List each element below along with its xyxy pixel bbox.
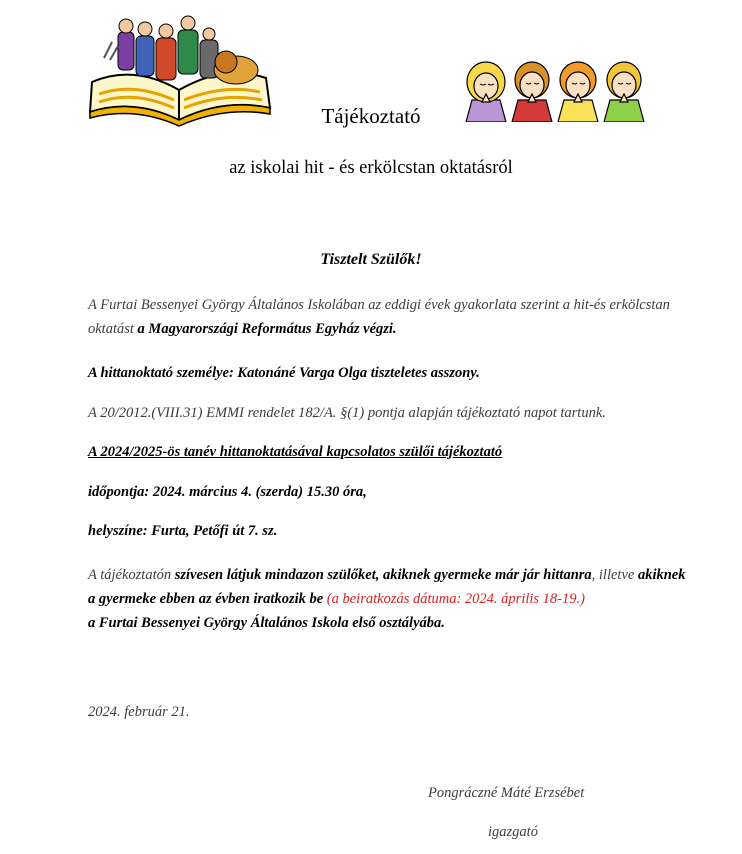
intro-church: a Magyarországi Református Egyház végzi. [137, 321, 397, 337]
invitation-bold-2: akiknek a gyermeke ebben az évben iratkozik be [88, 567, 686, 607]
signer-title: igazgató [488, 824, 538, 840]
invitation-text-2: , illetve [591, 567, 638, 583]
invitation-paragraph [88, 563, 688, 635]
signer-name: Pongráczné Máté Erzsébet [428, 785, 585, 801]
teacher-line: A hittanoktató személye: Katonáné Varga Olga tiszteletes asszony. [88, 365, 480, 381]
document-date: 2024. február 21. [88, 704, 190, 720]
event-title: A 2024/2025-ös tanév hittanoktatásával kapcsolatos szülői tájékoztató [88, 444, 503, 460]
enrollment-date: (a beiratkozás dátuma: 2024. április 18-19.) [323, 591, 585, 607]
greeting: Tisztelt Szülők! [320, 251, 422, 268]
document-subtitle: az iskolai hit - és erkölcstan oktatásról [229, 158, 513, 178]
invitation-bold-1: szívesen látjuk mindazon szülőket, akiknek gyermeke már jár hittanra [174, 567, 592, 583]
intro-text: A Furtai Bessenyei György Általános Iskolában az eddigi évek gyakorlata szerint a hit-és erkölcstan oktatást [88, 297, 670, 337]
event-place: helyszíne: Furta, Petőfi út 7. sz. [88, 523, 278, 539]
event-time: időpontja: 2024. március 4. (szerda) 15.30 óra, [88, 484, 367, 500]
document-title: Tájékoztató [321, 104, 421, 128]
intro-paragraph [88, 293, 678, 341]
decree-line: A 20/2012.(VIII.31) EMMI rendelet 182/A. §(1) pontja alapján tájékoztató napot tartunk. [88, 405, 606, 421]
invitation-bold-3: a Furtai Bessenyei György Általános Iskola első osztályába. [88, 615, 445, 631]
invitation-text-1: A tájékoztatón [88, 567, 175, 583]
